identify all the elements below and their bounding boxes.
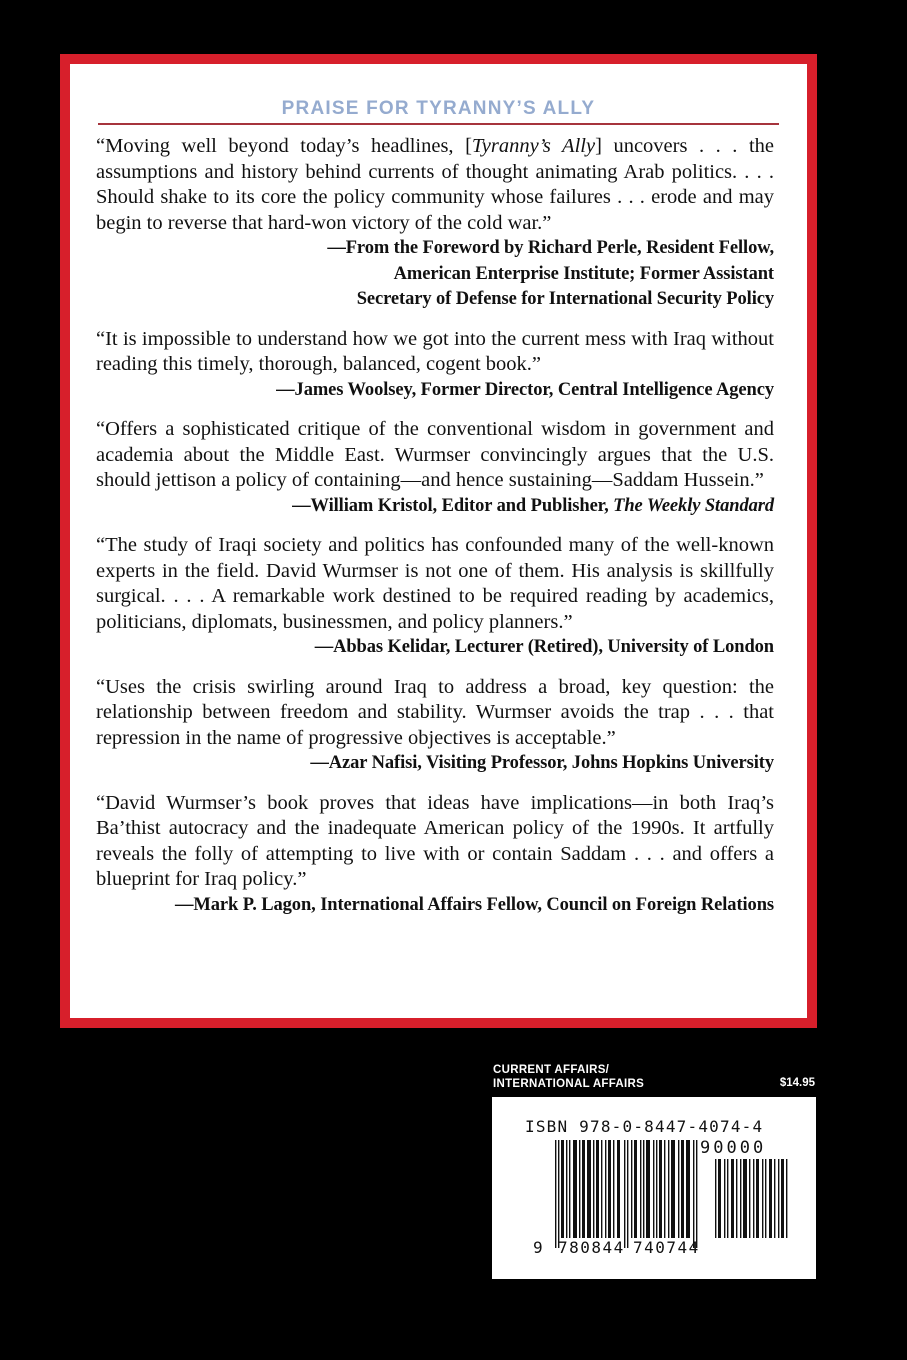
attribution-line: —Azar Nafisi, Visiting Professor, Johns Hopkins University: [310, 753, 774, 773]
quote-text: “David Wurmser’s book proves that ideas have implications—in both Iraq’s Ba’thist autocracy and the inadequate American policy of the 1990s. It artfully reveals the folly of attempting to live with or contain Saddam . . . and offers a blueprint for Iraq policy.”: [96, 791, 774, 890]
praise-frame: [60, 54, 817, 1028]
quote-text: “Uses the crisis swirling around Iraq to address a broad, key question: the relationship between freedom and stability. Wurmser avoids the trap . . . that repression in the name of progressive objectives is acceptable.”: [96, 675, 774, 749]
quote-attribution: [96, 893, 774, 919]
quote-attribution: [96, 635, 774, 661]
quote-text-part: ] uncovers . . . the assumptions and history behind currents of thought animating Arab politics. . . . Should shake to its core the policy community whose failures . . . erode and may begin to reverse that hard-won victory of the cold war.”: [96, 135, 774, 234]
quote-attribution: [96, 378, 774, 404]
quote-text: “Offers a sophisticated critique of the conventional wisdom in government and academia about the Middle East. Wurmser convincingly argues that the U.S. should jettison a policy of containing—and hence sustaining—Saddam Hussein.”: [96, 418, 774, 491]
praise-panel: [70, 64, 807, 1018]
isbn-label: ISBN 978-0-8447-4074-4: [525, 1117, 764, 1136]
attribution-line: —Mark P. Lagon, International Affairs Fellow, Council on Foreign Relations: [174, 894, 774, 915]
ean-barcode: [555, 1140, 700, 1248]
ean-right-digits: 740744: [633, 1238, 700, 1257]
quote-nafisi: [96, 675, 774, 777]
price-label: $14.95: [779, 1077, 815, 1089]
ean-first-digit: 9: [533, 1238, 543, 1257]
quote-attribution: [96, 494, 774, 520]
attribution-line: Secretary of Defense for International Security Policy: [356, 289, 774, 309]
publication-title-italic: The Weekly Standard: [613, 495, 774, 516]
heading-divider: [98, 123, 779, 125]
subject-category: [493, 1064, 644, 1091]
ean-left-digits: 780844: [558, 1238, 625, 1257]
quote-text: [96, 134, 774, 236]
quote-kelidar: [96, 533, 774, 661]
praise-heading: PRAISE FOR TYRANNY’S ALLY: [281, 98, 596, 119]
quotes-list: [96, 134, 774, 932]
quote-perle: [96, 134, 774, 313]
attribution-line: —Abbas Kelidar, Lecturer (Retired), University of London: [314, 637, 774, 657]
addon-code: 90000: [700, 1138, 767, 1158]
attribution-line: —William Kristol, Editor and Publisher,: [292, 495, 614, 516]
quote-kristol: [96, 417, 774, 519]
category-line: CURRENT AFFAIRS/: [493, 1064, 610, 1076]
quote-text-part: “Moving well beyond today’s headlines, [: [96, 135, 472, 157]
book-title-italic: Tyranny’s Ally: [471, 135, 596, 157]
addon-barcode: [715, 1159, 789, 1238]
quote-attribution: [96, 236, 774, 313]
quote-lagon: [96, 791, 774, 919]
quote-text: “It is impossible to understand how we got into the current mess with Iraq without reading this timely, thorough, balanced, cogent book.”: [96, 327, 774, 375]
quote-text: “The study of Iraqi society and politics has confounded many of the well-known experts in the field. David Wurmser is not one of them. His analysis is skillfully surgical. . . . A remarkable work destined to be required reading by academics, politicians, diplomats, businessmen, and policy planners.”: [96, 534, 774, 633]
attribution-line: —James Woolsey, Former Director, Central Intelligence Agency: [276, 379, 774, 400]
quote-attribution: [96, 751, 774, 777]
attribution-line: American Enterprise Institute; Former Assistant: [393, 263, 774, 284]
attribution-line: —From the Foreword by Richard Perle, Resident Fellow,: [327, 238, 774, 258]
barcode-box: [492, 1097, 816, 1279]
category-line: INTERNATIONAL AFFAIRS: [493, 1077, 645, 1090]
quote-woolsey: [96, 327, 774, 404]
